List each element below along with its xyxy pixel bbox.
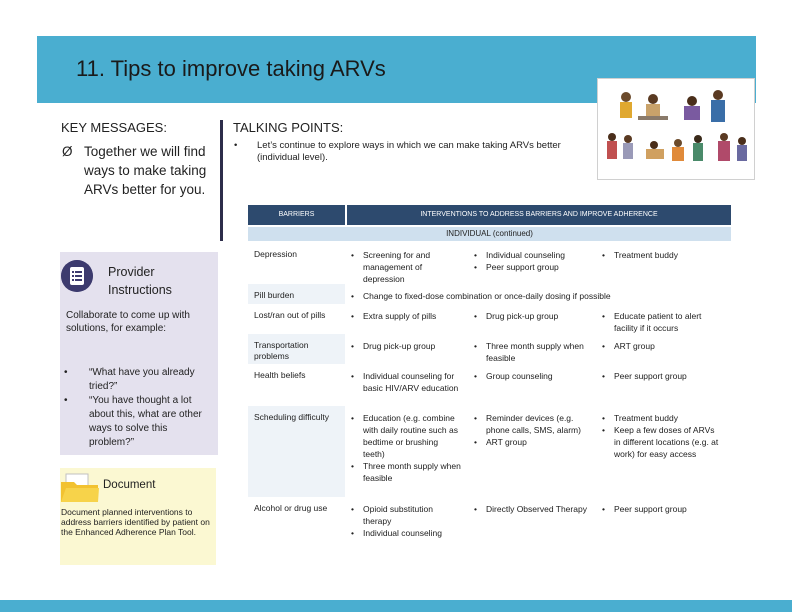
list-item: • Extra supply of pills [351,311,437,321]
patient-illustration [597,78,755,180]
list-item: • Peer support group [602,504,687,514]
barrier-label: Pill burden [254,290,295,300]
table-row [248,364,731,407]
list-item: • Drug pick-up group [351,341,436,351]
talking-points-heading: TALKING POINTS: [233,120,344,135]
barrier-label: Transportation problems [254,340,309,361]
list-item: • Educate patient to alert facility if it occurs [602,311,702,333]
list-item: • Screening for and management of depression [351,250,431,284]
folder-icon [60,472,100,504]
table-row [248,304,731,335]
list-item: • Drug pick-up group [474,311,559,321]
list-item [64,366,214,394]
arrow-bullet-icon: Ø [62,144,73,159]
footer-bar [0,600,792,612]
bullet-icon: • [64,367,68,378]
document-title: Document [103,479,156,491]
table-row [248,497,731,549]
list-item: • Three month supply when feasible [474,341,584,363]
barrier-label: Depression [254,249,297,259]
provider-instructions-title: Provider Instructions [108,265,172,297]
table-row [248,243,731,283]
list-item: • Group counseling [474,371,553,381]
list-item: • Individual counseling [351,528,442,538]
barrier-label: Health beliefs [254,370,306,380]
list-item: • Education (e.g. combine with daily routine such as bedtime or brushing teeth) [351,413,458,459]
list-item: • Individual counseling for basic HIV/ARV education [351,371,459,393]
barrier-label: Scheduling difficulty [254,412,329,422]
table-row [248,284,731,306]
bullet-icon: • [64,395,68,406]
list-item: • Treatment buddy [602,413,678,423]
list-item: • Peer support group [602,371,687,381]
list-item: • Keep a few doses of ARVs in different locations (e.g. at work) for easy access [602,425,719,459]
list-item: • Individual counseling [474,250,565,260]
checklist-icon [61,260,93,292]
list-item: • Peer support group [474,262,559,272]
talking-point-text: Let’s continue to explore ways in which we can make taking ARVs better (individual level). [257,140,561,163]
provider-examples-list [64,366,214,450]
individual-subheader: INDIVIDUAL (continued) [248,227,731,241]
table-row [248,334,731,364]
barrier-label: Alcohol or drug use [254,503,328,513]
barrier-label: Lost/ran out of pills [254,310,326,320]
interventions-header: INTERVENTIONS TO ADDRESS BARRIERS AND IMPROVE ADHERENCE [347,205,731,225]
bullet-icon: • [234,140,238,151]
document-text: Document planned interventions to address barriers identified by patient on the Enhanced Adherence Plan Tool. [61,507,210,537]
provider-instructions-text: Collaborate to come up with solutions, for example: [66,310,190,334]
table-row [248,406,731,497]
key-message-text: Together we will find ways to make taking ARVs better for you. [84,144,207,197]
list-item: • ART group [474,437,527,447]
list-item: • ART group [602,341,655,351]
list-item: • Reminder devices (e.g. phone calls, SMS, alarm) [474,413,581,435]
page-title: 11. Tips to improve taking ARVs [76,56,386,81]
list-item: • Change to fixed-dose combination or once-daily dosing if possible [351,291,611,301]
example-text: “You have thought a lot about this, what are other ways to solve this problem?” [89,395,202,448]
example-text: “What have you already tried?” [89,367,195,392]
list-item: • Three month supply when feasible [351,461,461,483]
list-item: • Treatment buddy [602,250,678,260]
list-item: • Directly Observed Therapy [474,504,587,514]
list-item: • Opioid substitution therapy [351,504,433,526]
list-item [64,394,214,450]
divider [220,120,223,241]
barriers-header: BARRIERS [248,205,345,225]
key-messages-heading: KEY MESSAGES: [61,120,167,135]
